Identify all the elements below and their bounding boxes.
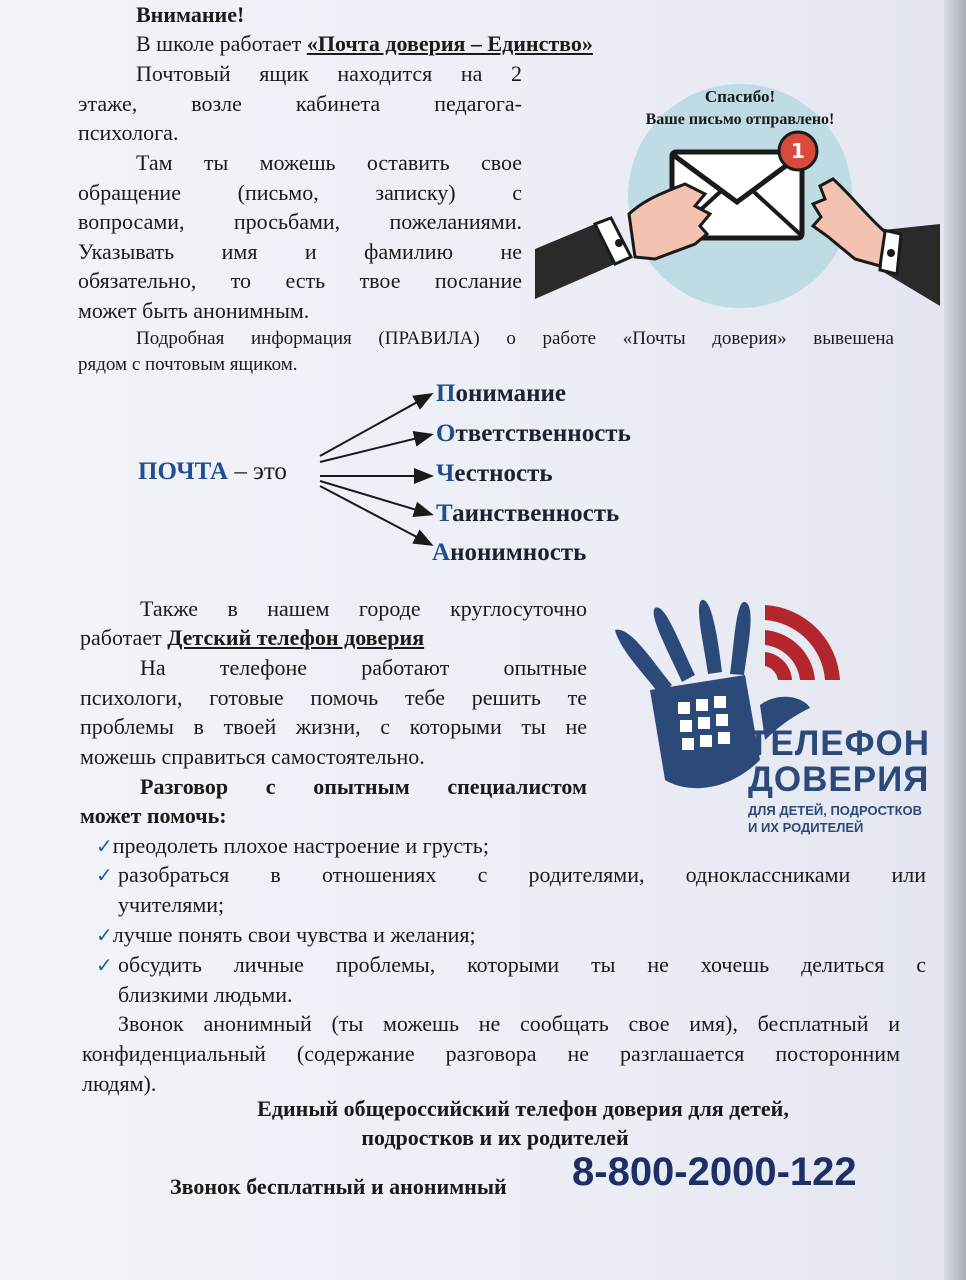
check-icon: ✓ <box>96 923 113 947</box>
logo-subtitle: И ИХ РОДИТЕЛЕЙ <box>748 820 864 835</box>
children-hotline-title: Детский телефон доверия <box>167 625 425 650</box>
thanks-text: Спасибо! <box>704 87 776 106</box>
hotline-text-line: На телефоне работают опытные <box>140 655 587 680</box>
help-heading: может помочь: <box>80 803 227 828</box>
mailbox-text-line: Там ты можешь оставить свое <box>136 150 522 175</box>
rules-text-line: Подробная информация (ПРАВИЛА) о работе «Почты доверия» вывешена <box>136 328 894 349</box>
mailbox-text-line: обращение (письмо, записку) с <box>78 180 522 205</box>
acronym-arrows <box>318 384 438 554</box>
check-item <box>96 950 113 981</box>
check-item: ✓лучше понять свои чувства и желания; <box>96 922 476 947</box>
keypad-icon <box>678 696 730 750</box>
anon-text-line: людям). <box>82 1071 157 1096</box>
check-item-text: разобраться в отношениях с родителями, одноклассниками или <box>118 862 926 887</box>
check-item-text: учителями; <box>118 892 225 917</box>
anon-text-line: Звонок анонимный (ты можешь не сообщать свое имя), бесплатный и <box>118 1011 900 1036</box>
trust-mail-title: «Почта доверия – Единство» <box>306 31 593 56</box>
hotline-text-line: можешь справиться самостоятельно. <box>80 744 425 769</box>
envelope-hands-illustration <box>535 74 940 310</box>
mailbox-text-line: Указывать имя и фамилию не <box>78 239 522 264</box>
logo-title-line: ТЕЛЕФОН <box>748 724 930 763</box>
hotline-text-line: Также в нашем городе круглосуточно <box>140 596 587 621</box>
page-edge-shadow <box>944 0 966 1280</box>
check-item-text: близкими людьми. <box>118 982 293 1007</box>
footer-line: подростков и их родителей <box>361 1125 629 1150</box>
call-label: Звонок бесплатный и анонимный <box>170 1174 507 1199</box>
check-icon: ✓ <box>96 834 113 858</box>
mailbox-text-line: вопросами, просьбами, пожеланиями. <box>78 209 522 234</box>
notification-badge <box>779 132 817 170</box>
mailbox-text-line: Почтовый ящик находится на 2 <box>136 61 522 86</box>
acronym-item: Понимание <box>436 380 567 407</box>
mailbox-text-line: этаже, возле кабинета педагога- <box>78 91 522 116</box>
sent-text: Ваше письмо отправлено! <box>645 111 835 128</box>
logo-subtitle: ДЛЯ ДЕТЕЙ, ПОДРОСТКОВ <box>748 803 923 818</box>
mailbox-text-line: обязательно, то есть твое послание <box>78 268 522 293</box>
check-icon: ✓ <box>96 863 113 887</box>
hotline-phone-number[interactable]: 8-800-2000-122 <box>572 1150 857 1194</box>
hotline-text-line: психологи, готовые помочь тебе решить те <box>80 685 587 710</box>
logo-title-line: ДОВЕРИЯ <box>748 760 930 799</box>
mailbox-text-line: может быть анонимным. <box>78 298 310 323</box>
anon-text-line: конфиденциальный (содержание разговора не разглашается посторонним <box>82 1041 900 1066</box>
acronym-label: ПОЧТА – это <box>138 458 287 485</box>
help-heading: Разговор с опытным специалистом <box>140 774 587 799</box>
rules-text-line: рядом с почтовым ящиком. <box>78 354 298 375</box>
intro-line: В школе работает «Почта доверия – Единство» <box>136 31 593 56</box>
hotline-text-line: проблемы в твоей жизни, с которыми ты не <box>80 714 587 739</box>
acronym-item: Таинственность <box>436 500 620 527</box>
svg-text:1: 1 <box>791 139 805 163</box>
hotline-text-line: работает Детский телефон доверия <box>80 625 425 650</box>
attention-heading: Внимание! <box>136 2 245 27</box>
check-item-text: обсудить личные проблемы, которыми ты не хочешь делиться с <box>118 952 926 977</box>
footer-line: Единый общероссийский телефон доверия для детей, <box>257 1096 789 1121</box>
check-item: ✓преодолеть плохое настроение и грусть; <box>96 833 489 858</box>
check-icon: ✓ <box>96 953 113 977</box>
acronym-item: Честность <box>436 460 553 487</box>
signal-waves-icon <box>765 605 840 680</box>
acronym-item: Анонимность <box>432 539 587 566</box>
mailbox-text-line: психолога. <box>78 120 179 145</box>
acronym-item: Ответственность <box>436 420 631 447</box>
check-item <box>96 860 113 891</box>
